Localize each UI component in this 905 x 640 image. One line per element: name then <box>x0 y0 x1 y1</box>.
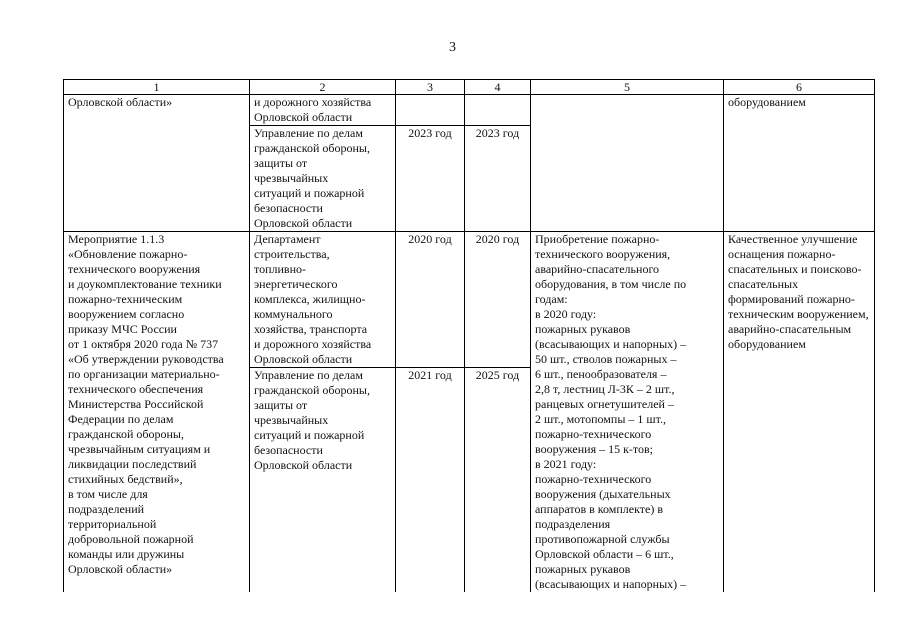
cell-text-line: чрезвычайных <box>254 413 329 427</box>
cell-text-line: в том числе для <box>68 487 148 501</box>
cell-text-line: спасательных и поисково- <box>728 262 862 276</box>
cell-b-col2 <box>250 126 396 232</box>
cell-c-col3: 2020 год <box>396 232 465 368</box>
cell-text-line: вооружения (дыхательных <box>535 487 671 501</box>
cell-text-line: Орловской области» <box>68 562 173 576</box>
header-row <box>64 80 875 95</box>
header-col-1: 1 <box>64 80 250 95</box>
cell-text-line: 2 шт., мотопомпы – 1 шт., <box>535 412 666 426</box>
header-col-6: 6 <box>724 80 875 95</box>
cell-text-line: гражданской обороны, <box>68 427 184 441</box>
cell-text-line: строительства, <box>254 247 330 261</box>
cell-text-line: добровольной пожарной <box>68 532 194 546</box>
cell-text-line: безопасности <box>254 443 323 457</box>
cell-text-line: Управление по делам <box>254 368 363 382</box>
header-col-3: 3 <box>396 80 465 95</box>
cell-text-line: ситуаций и пожарной <box>254 428 365 442</box>
cell-text-line: чрезвычайных <box>254 171 329 185</box>
cell-text-line: аварийно-спасательного <box>535 262 660 276</box>
page-number: 3 <box>449 40 456 55</box>
table-row <box>64 232 875 368</box>
cell-text-line: Управление по делам <box>254 126 363 140</box>
cell-text-line: Мероприятие 1.1.3 <box>68 232 165 246</box>
cell-text-line: Орловской области <box>254 352 353 366</box>
cell-c-col4: 2020 год <box>465 232 531 368</box>
cell-text-line: «Об утверждении руководства <box>68 352 224 366</box>
cell-text-line: и дорожного хозяйства <box>254 337 372 351</box>
cell-text-line: оборудованием <box>728 337 806 351</box>
cell-a-col3 <box>396 95 465 126</box>
cell-text-line: Федерации по делам <box>68 412 174 426</box>
cell-text-line: 50 шт., стволов пожарных – <box>535 352 677 366</box>
cell-text-line: пожарных рукавов <box>535 562 631 576</box>
cell-text-line: 2,8 т, лестниц Л-3К – 2 шт., <box>535 382 675 396</box>
cell-text-line: Качественное улучшение <box>728 232 858 246</box>
cell-text-line: Орловской области» <box>68 95 173 109</box>
cell-text-line: вооружения – 15 к-тов; <box>535 442 654 456</box>
cell-a-col5 <box>531 95 724 232</box>
cell-text-line: и доукомплектование техники <box>68 277 222 291</box>
cell-text-line: оборудования, в том числе по <box>535 277 687 291</box>
cell-text-line: топливно- <box>254 262 307 276</box>
cell-text-line: «Обновление пожарно- <box>68 247 188 261</box>
cell-text-line: Орловской области <box>254 110 353 124</box>
cell-text-line: аварийно-спасательным <box>728 322 852 336</box>
cell-text-line: в 2021 году: <box>535 457 597 471</box>
cell-text-line: годам: <box>535 292 568 306</box>
cell-text-line: стихийных бедствий», <box>68 472 183 486</box>
cell-text-line: комплекса, жилищно- <box>254 292 366 306</box>
cell-text-line: приказу МЧС России <box>68 322 177 336</box>
cell-text-line: спасательных <box>728 277 799 291</box>
cell-text-line: подразделения <box>535 517 611 531</box>
cell-c-col2 <box>250 232 396 368</box>
cell-text-line: технического вооружения, <box>535 247 671 261</box>
table-row <box>64 95 875 126</box>
cell-text-line: гражданской обороны, <box>254 141 370 155</box>
header-col-5: 5 <box>531 80 724 95</box>
cell-text-line: ситуаций и пожарной <box>254 186 365 200</box>
cell-a-col1 <box>64 95 250 232</box>
cell-text-line: ранцевых огнетушителей – <box>535 397 674 411</box>
cell-a-col6 <box>724 95 875 232</box>
cell-text-line: оборудованием <box>728 95 806 109</box>
cell-a-col2 <box>250 95 396 126</box>
cell-d-col3: 2021 год <box>396 368 465 593</box>
cell-text-line: чрезвычайным ситуациям и <box>68 442 211 456</box>
cell-text-line: противопожарной службы <box>535 532 670 546</box>
cell-b-col3: 2023 год <box>396 126 465 232</box>
cell-text-line: технического вооружения <box>68 262 201 276</box>
cell-text-line: по организации материально- <box>68 367 220 381</box>
cell-c-col1 <box>64 232 250 593</box>
cell-text-line: хозяйства, транспорта <box>254 322 368 336</box>
cell-text-line: пожарно-техническим <box>68 292 183 306</box>
cell-text-line: и дорожного хозяйства <box>254 95 372 109</box>
cell-text-line: коммунального <box>254 307 333 321</box>
cell-text-line: гражданской обороны, <box>254 383 370 397</box>
cell-text-line: пожарно-технического <box>535 472 652 486</box>
cell-text-line: энергетического <box>254 277 338 291</box>
cell-text-line: пожарных рукавов <box>535 322 631 336</box>
cell-text-line: пожарно-технического <box>535 427 652 441</box>
cell-b-col4: 2023 год <box>465 126 531 232</box>
cell-text-line: Департамент <box>254 232 321 246</box>
cell-text-line: вооружением согласно <box>68 307 185 321</box>
cell-text-line: (всасывающих и напорных) – <box>535 577 687 591</box>
cell-text-line: техническим вооружением, <box>728 307 869 321</box>
cell-text-line: Орловской области <box>254 458 353 472</box>
cell-text-line: Министерства Российской <box>68 397 204 411</box>
cell-text-line: оснащения пожарно- <box>728 247 836 261</box>
cell-text-line: Орловской области <box>254 216 353 230</box>
cell-a-col4 <box>465 95 531 126</box>
header-col-4: 4 <box>465 80 531 95</box>
cell-text-line: (всасывающих и напорных) – <box>535 337 687 351</box>
cell-c-col5 <box>531 232 724 593</box>
cell-text-line: территориальной <box>68 517 157 531</box>
cell-d-col2 <box>250 368 396 593</box>
cell-text-line: формирований пожарно- <box>728 292 855 306</box>
cell-text-line: Приобретение пожарно- <box>535 232 660 246</box>
cell-text-line: технического обеспечения <box>68 382 204 396</box>
cell-text-line: ликвидации последствий <box>68 457 197 471</box>
header-col-2: 2 <box>250 80 396 95</box>
cell-text-line: аппаратов в комплекте) в <box>535 502 663 516</box>
cell-text-line: в 2020 году: <box>535 307 597 321</box>
cell-text-line: подразделений <box>68 502 145 516</box>
cell-text-line: от 1 октября 2020 года № 737 <box>68 337 219 351</box>
cell-text-line: Орловской области – 6 шт., <box>535 547 674 561</box>
cell-text-line: защиты от <box>254 398 308 412</box>
cell-d-col4: 2025 год <box>465 368 531 593</box>
cell-text-line: безопасности <box>254 201 323 215</box>
cell-text-line: команды или дружины <box>68 547 185 561</box>
cell-c-col6 <box>724 232 875 593</box>
cell-text-line: 6 шт., пенообразователя – <box>535 367 667 381</box>
cell-text-line: защиты от <box>254 156 308 170</box>
measures-table <box>63 79 875 592</box>
